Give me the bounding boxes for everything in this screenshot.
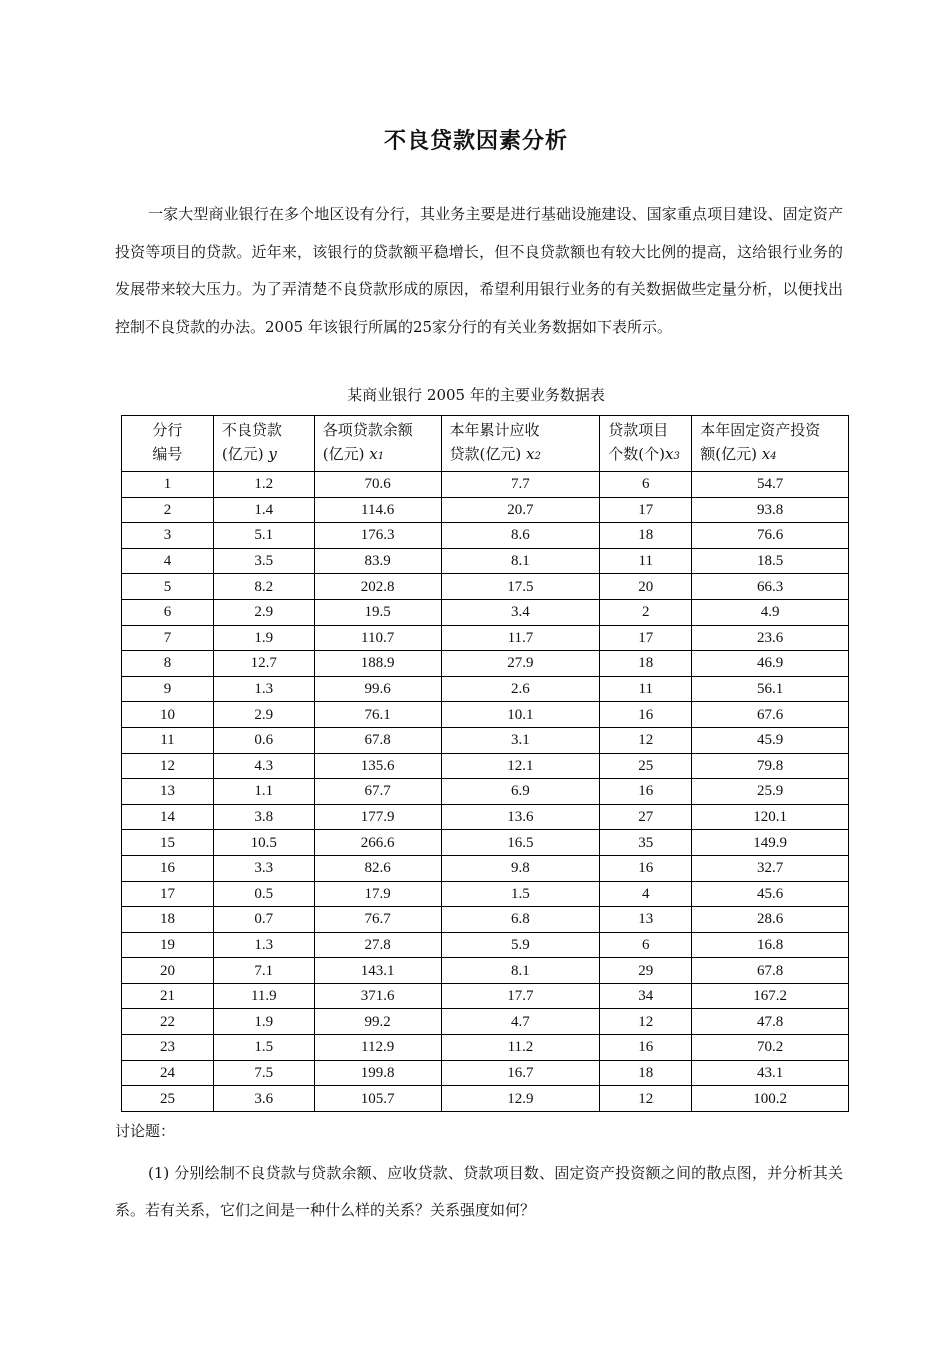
- cell-branch-id: 10: [122, 702, 214, 728]
- cell-branch-id: 1: [122, 472, 214, 498]
- header-line-1: 本年固定资产投资: [700, 421, 821, 439]
- table-row: [122, 497, 849, 523]
- cell-receivable-loans: 4.7: [441, 1009, 600, 1035]
- cell-bad-loans: 5.1: [213, 523, 314, 549]
- cell-project-count: 17: [600, 625, 692, 651]
- cell-loan-balance: 202.8: [314, 574, 441, 600]
- cell-bad-loans: 3.5: [213, 548, 314, 574]
- cell-loan-balance: 82.6: [314, 855, 441, 881]
- cell-receivable-loans: 27.9: [441, 651, 600, 677]
- cell-project-count: 16: [600, 855, 692, 881]
- table-row: [122, 779, 849, 805]
- cell-project-count: 25: [600, 753, 692, 779]
- table-row: [122, 855, 849, 881]
- table-row: [122, 830, 849, 856]
- cell-fixed-investment: 45.9: [692, 727, 849, 753]
- cell-fixed-investment: 79.8: [692, 753, 849, 779]
- cell-loan-balance: 99.2: [314, 1009, 441, 1035]
- cell-branch-id: 4: [122, 548, 214, 574]
- table-row: [122, 958, 849, 984]
- cell-bad-loans: 1.2: [213, 472, 314, 498]
- table-row: [122, 523, 849, 549]
- header-symbol: x: [761, 445, 771, 463]
- cell-project-count: 27: [600, 804, 692, 830]
- cell-bad-loans: 1.9: [213, 1009, 314, 1035]
- cell-project-count: 13: [600, 907, 692, 933]
- cell-project-count: 16: [600, 1035, 692, 1061]
- cell-bad-loans: 4.3: [213, 753, 314, 779]
- cell-receivable-loans: 16.5: [441, 830, 600, 856]
- cell-branch-id: 6: [122, 599, 214, 625]
- cell-receivable-loans: 17.5: [441, 574, 600, 600]
- cell-branch-id: 24: [122, 1060, 214, 1086]
- business-data-table: [121, 415, 849, 1112]
- cell-project-count: 18: [600, 1060, 692, 1086]
- table-row: [122, 932, 849, 958]
- header-subscript: 2: [534, 451, 541, 462]
- cell-project-count: 20: [600, 574, 692, 600]
- cell-fixed-investment: 67.8: [692, 958, 849, 984]
- table-row: [122, 472, 849, 498]
- cell-branch-id: 8: [122, 651, 214, 677]
- cell-fixed-investment: 47.8: [692, 1009, 849, 1035]
- cell-loan-balance: 176.3: [314, 523, 441, 549]
- cell-project-count: 17: [600, 497, 692, 523]
- header-line-2: (亿元): [221, 445, 264, 463]
- header-subscript: 1: [377, 451, 385, 462]
- cell-loan-balance: 83.9: [314, 548, 441, 574]
- cell-receivable-loans: 3.4: [441, 599, 600, 625]
- cell-receivable-loans: 3.1: [441, 727, 600, 753]
- cell-project-count: 29: [600, 958, 692, 984]
- table-caption: 某商业银行 2005 年的主要业务数据表: [347, 386, 605, 404]
- header-fixed-asset-investment: [692, 416, 849, 472]
- cell-bad-loans: 3.3: [213, 855, 314, 881]
- cell-bad-loans: 1.1: [213, 779, 314, 805]
- cell-receivable-loans: 8.1: [441, 958, 600, 984]
- cell-fixed-investment: 100.2: [692, 1086, 849, 1112]
- cell-receivable-loans: 1.5: [441, 881, 600, 907]
- cell-receivable-loans: 10.1: [441, 702, 600, 728]
- cell-branch-id: 21: [122, 983, 214, 1009]
- cell-project-count: 18: [600, 651, 692, 677]
- cell-branch-id: 3: [122, 523, 214, 549]
- table-header-row: [122, 416, 849, 472]
- cell-receivable-loans: 20.7: [441, 497, 600, 523]
- cell-branch-id: 19: [122, 932, 214, 958]
- cell-loan-balance: 188.9: [314, 651, 441, 677]
- cell-fixed-investment: 16.8: [692, 932, 849, 958]
- cell-branch-id: 22: [122, 1009, 214, 1035]
- cell-branch-id: 17: [122, 881, 214, 907]
- cell-branch-id: 20: [122, 958, 214, 984]
- cell-bad-loans: 12.7: [213, 651, 314, 677]
- cell-bad-loans: 7.1: [213, 958, 314, 984]
- header-line-1: 本年累计应收: [449, 421, 540, 439]
- header-line-2: 贷款(亿元): [449, 445, 522, 463]
- discussion-question-1: (1) 分别绘制不良贷款与贷款余额、应收贷款、贷款项目数、固定资产投资额之间的散点图，并分析其关系。若有关系，它们之间是一种什么样的关系？关系强度如何？: [115, 1164, 843, 1219]
- table-row: [122, 804, 849, 830]
- cell-bad-loans: 0.7: [213, 907, 314, 933]
- header-subscript: 4: [770, 451, 777, 462]
- header-branch-id: [122, 416, 214, 472]
- cell-loan-balance: 76.1: [314, 702, 441, 728]
- cell-loan-balance: 177.9: [314, 804, 441, 830]
- header-receivable-loans: [441, 416, 600, 472]
- cell-bad-loans: 3.6: [213, 1086, 314, 1112]
- header-line-2: 编号: [152, 445, 183, 463]
- table-row: [122, 727, 849, 753]
- cell-receivable-loans: 16.7: [441, 1060, 600, 1086]
- cell-project-count: 35: [600, 830, 692, 856]
- table-body: [122, 472, 849, 1112]
- cell-loan-balance: 199.8: [314, 1060, 441, 1086]
- header-line-1: 不良贷款: [221, 421, 282, 439]
- cell-receivable-loans: 9.8: [441, 855, 600, 881]
- cell-receivable-loans: 5.9: [441, 932, 600, 958]
- cell-receivable-loans: 6.8: [441, 907, 600, 933]
- cell-loan-balance: 76.7: [314, 907, 441, 933]
- header-line-2: 额(亿元): [700, 445, 757, 463]
- header-bad-loans: [213, 416, 314, 472]
- table-row: [122, 983, 849, 1009]
- cell-fixed-investment: 66.3: [692, 574, 849, 600]
- cell-bad-loans: 0.5: [213, 881, 314, 907]
- cell-bad-loans: 0.6: [213, 727, 314, 753]
- cell-project-count: 11: [600, 676, 692, 702]
- cell-fixed-investment: 28.6: [692, 907, 849, 933]
- cell-loan-balance: 70.6: [314, 472, 441, 498]
- cell-project-count: 11: [600, 548, 692, 574]
- header-line-1: 各项贷款余额: [322, 421, 413, 439]
- cell-loan-balance: 143.1: [314, 958, 441, 984]
- cell-receivable-loans: 12.9: [441, 1086, 600, 1112]
- cell-receivable-loans: 17.7: [441, 983, 600, 1009]
- table-row: [122, 574, 849, 600]
- table-row: [122, 625, 849, 651]
- cell-bad-loans: 2.9: [213, 702, 314, 728]
- table-row: [122, 676, 849, 702]
- cell-fixed-investment: 18.5: [692, 548, 849, 574]
- table-row: [122, 753, 849, 779]
- cell-branch-id: 18: [122, 907, 214, 933]
- header-symbol: x: [526, 445, 535, 463]
- cell-branch-id: 13: [122, 779, 214, 805]
- cell-project-count: 12: [600, 727, 692, 753]
- cell-branch-id: 9: [122, 676, 214, 702]
- cell-receivable-loans: 13.6: [441, 804, 600, 830]
- cell-branch-id: 2: [122, 497, 214, 523]
- cell-branch-id: 25: [122, 1086, 214, 1112]
- cell-branch-id: 7: [122, 625, 214, 651]
- cell-fixed-investment: 167.2: [692, 983, 849, 1009]
- cell-loan-balance: 266.6: [314, 830, 441, 856]
- header-line-2: 个数(个): [608, 445, 666, 463]
- cell-project-count: 18: [600, 523, 692, 549]
- table-row: [122, 651, 849, 677]
- table-row: [122, 1060, 849, 1086]
- cell-fixed-investment: 32.7: [692, 855, 849, 881]
- cell-project-count: 4: [600, 881, 692, 907]
- cell-bad-loans: 1.5: [213, 1035, 314, 1061]
- cell-fixed-investment: 70.2: [692, 1035, 849, 1061]
- cell-fixed-investment: 54.7: [692, 472, 849, 498]
- cell-branch-id: 23: [122, 1035, 214, 1061]
- cell-project-count: 12: [600, 1009, 692, 1035]
- cell-branch-id: 11: [122, 727, 214, 753]
- cell-branch-id: 14: [122, 804, 214, 830]
- cell-receivable-loans: 11.7: [441, 625, 600, 651]
- header-loan-project-count: [600, 416, 692, 472]
- header-line-1: 贷款项目: [608, 421, 669, 439]
- cell-bad-loans: 7.5: [213, 1060, 314, 1086]
- cell-loan-balance: 19.5: [314, 599, 441, 625]
- cell-loan-balance: 135.6: [314, 753, 441, 779]
- cell-fixed-investment: 149.9: [692, 830, 849, 856]
- cell-bad-loans: 8.2: [213, 574, 314, 600]
- header-symbol: x: [369, 445, 378, 463]
- table-row: [122, 702, 849, 728]
- cell-loan-balance: 110.7: [314, 625, 441, 651]
- cell-fixed-investment: 4.9: [692, 599, 849, 625]
- cell-project-count: 6: [600, 472, 692, 498]
- discussion-label: 讨论题：: [115, 1122, 176, 1140]
- cell-bad-loans: 3.8: [213, 804, 314, 830]
- table-row: [122, 1035, 849, 1061]
- cell-project-count: 6: [600, 932, 692, 958]
- cell-project-count: 16: [600, 702, 692, 728]
- header-subscript: 3: [673, 451, 680, 462]
- cell-fixed-investment: 120.1: [692, 804, 849, 830]
- cell-loan-balance: 67.8: [314, 727, 441, 753]
- cell-project-count: 34: [600, 983, 692, 1009]
- header-symbol: y: [268, 445, 277, 463]
- cell-fixed-investment: 56.1: [692, 676, 849, 702]
- cell-receivable-loans: 8.6: [441, 523, 600, 549]
- cell-fixed-investment: 45.6: [692, 881, 849, 907]
- cell-fixed-investment: 93.8: [692, 497, 849, 523]
- cell-loan-balance: 114.6: [314, 497, 441, 523]
- cell-bad-loans: 1.9: [213, 625, 314, 651]
- cell-branch-id: 5: [122, 574, 214, 600]
- intro-paragraph: 一家大型商业银行在多个地区设有分行，其业务主要是进行基础设施建设、国家重点项目建设、固定资产投资等项目的贷款。近年来，该银行的贷款额平稳增长，但不良贷款额也有较大比例的提高，这给银行业务的发展带来较大压力。为了弄清楚不良贷款形成的原因，希望利用银行业务的有关数据做些定量分析，以便找出控制不良贷款的办法。2005 年该银行所属的25家分行的有关业务数据如下表所示。: [115, 205, 843, 336]
- cell-receivable-loans: 12.1: [441, 753, 600, 779]
- cell-bad-loans: 2.9: [213, 599, 314, 625]
- cell-receivable-loans: 2.6: [441, 676, 600, 702]
- cell-loan-balance: 99.6: [314, 676, 441, 702]
- cell-bad-loans: 10.5: [213, 830, 314, 856]
- cell-project-count: 12: [600, 1086, 692, 1112]
- page-title: 不良贷款因素分析: [383, 129, 568, 154]
- cell-fixed-investment: 76.6: [692, 523, 849, 549]
- cell-project-count: 2: [600, 599, 692, 625]
- cell-receivable-loans: 6.9: [441, 779, 600, 805]
- cell-fixed-investment: 43.1: [692, 1060, 849, 1086]
- cell-receivable-loans: 8.1: [441, 548, 600, 574]
- cell-receivable-loans: 7.7: [441, 472, 600, 498]
- cell-bad-loans: 11.9: [213, 983, 314, 1009]
- cell-bad-loans: 1.3: [213, 932, 314, 958]
- cell-fixed-investment: 23.6: [692, 625, 849, 651]
- table-row: [122, 1086, 849, 1112]
- cell-project-count: 16: [600, 779, 692, 805]
- cell-loan-balance: 17.9: [314, 881, 441, 907]
- table-row: [122, 599, 849, 625]
- header-loan-balance: [314, 416, 441, 472]
- cell-loan-balance: 67.7: [314, 779, 441, 805]
- cell-fixed-investment: 67.6: [692, 702, 849, 728]
- header-line-2: (亿元): [322, 445, 365, 463]
- cell-fixed-investment: 25.9: [692, 779, 849, 805]
- table-row: [122, 1009, 849, 1035]
- cell-branch-id: 15: [122, 830, 214, 856]
- cell-loan-balance: 112.9: [314, 1035, 441, 1061]
- cell-loan-balance: 371.6: [314, 983, 441, 1009]
- cell-bad-loans: 1.4: [213, 497, 314, 523]
- cell-receivable-loans: 11.2: [441, 1035, 600, 1061]
- cell-loan-balance: 27.8: [314, 932, 441, 958]
- cell-bad-loans: 1.3: [213, 676, 314, 702]
- cell-branch-id: 12: [122, 753, 214, 779]
- table-row: [122, 907, 849, 933]
- cell-branch-id: 16: [122, 855, 214, 881]
- cell-fixed-investment: 46.9: [692, 651, 849, 677]
- cell-loan-balance: 105.7: [314, 1086, 441, 1112]
- table-row: [122, 548, 849, 574]
- header-symbol: x: [665, 445, 674, 463]
- header-line-1: 分行: [152, 421, 183, 439]
- table-row: [122, 881, 849, 907]
